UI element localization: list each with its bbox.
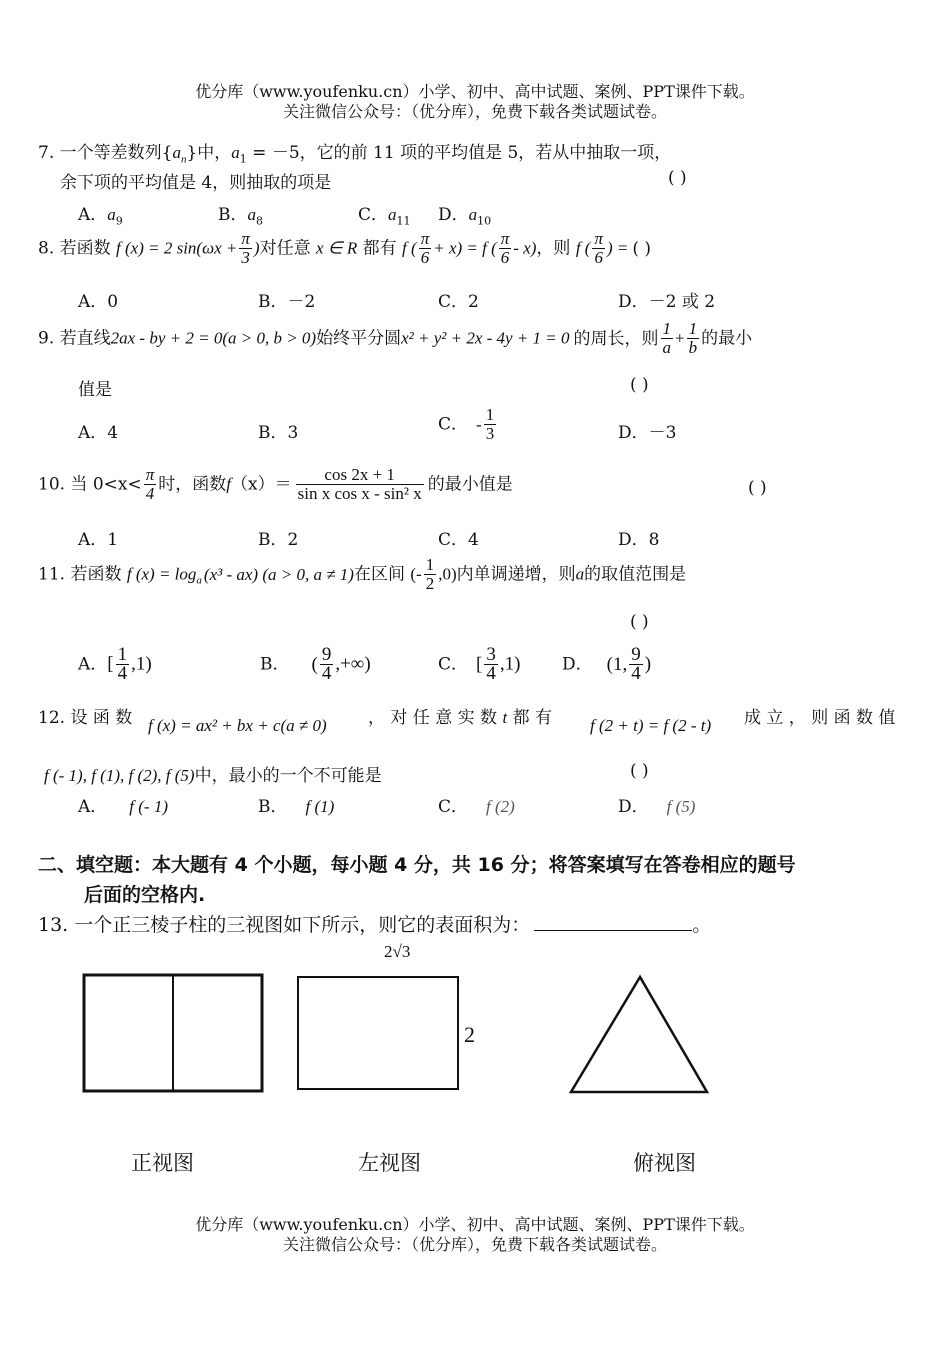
side-view bbox=[298, 977, 458, 1089]
q8-condition: 对任意 bbox=[259, 238, 311, 259]
q7-rest: = －5，它的前 11 项的平均值是 5，若从中抽取一项， bbox=[246, 143, 672, 163]
q9-frac-1-3: $\frac{1}{3}$ bbox=[485, 405, 495, 443]
question-11: 11. 若函数 f $(x) = \log_a (x^3 - ax) (a > 0$, a ≠ 1)在区间 (- $\frac{1}{2}$ ,0)内单调递增，则a的取值范围是 bbox=[38, 555, 687, 593]
caption-front-view: 正视图 bbox=[131, 1151, 194, 1175]
q11-option-b: B． ( $\frac{9}{4}$ ,+∞) bbox=[260, 644, 371, 684]
q7-var-a1: a bbox=[231, 143, 240, 162]
q12-tail: 成 立 ， 则 函 数 值 bbox=[744, 708, 896, 728]
q7-option-b: B．$a_8$ bbox=[218, 205, 263, 228]
header-line-2: 关注微信公众号：（优分库），免费下载各类试题试卷。 bbox=[282, 102, 667, 121]
q9-option-a: A．4 bbox=[78, 423, 119, 443]
q12-function: f (x) = ax² + bx + c(a ≠ 0) bbox=[148, 716, 327, 735]
q12-option-a: A． f (- 1) bbox=[78, 797, 168, 817]
q8-option-b: B．－2 bbox=[258, 292, 316, 312]
q8-frac-pi-3: $\frac{\pi}{3}$ bbox=[241, 229, 250, 267]
q7-option-c: C．$a_{11}$ bbox=[358, 205, 411, 228]
q9-option-d: D．－3 bbox=[618, 423, 677, 443]
caption-top-view: 俯视图 bbox=[633, 1151, 696, 1175]
header-line-1: 优分库（www.youfenku.cn）小学、初中、高中试题、案例、PPT课件下载。 bbox=[195, 82, 755, 101]
q9-circle-equation: x² + y² + 2x - 4y + 1 = 0 bbox=[401, 328, 570, 348]
q12-option-d: D． f (5) bbox=[618, 797, 696, 817]
question-7 bbox=[38, 138, 671, 165]
q7-option-d: D．$a_{10}$ bbox=[438, 205, 492, 228]
q9-option-c: C． - $\frac{1}{3}$ bbox=[438, 405, 495, 443]
top-view bbox=[571, 977, 707, 1092]
q9-frac-1-a: $\frac{1}{a}$ bbox=[662, 319, 672, 357]
q10-option-b: B．2 bbox=[258, 530, 299, 550]
q7-mid: }中， bbox=[186, 143, 232, 163]
q11-frac-1-2: $\frac{1}{2}$ bbox=[425, 555, 435, 593]
q9-line-equation: 2ax - by + 2 = 0(a > 0, b > 0) bbox=[110, 328, 317, 348]
question-9: 9. 若直线2ax - by + 2 = 0(a > 0, b > 0)始终平分圆x² + y² + 2x - 4y + 1 = 0 的周长，则 $\frac{1}{a}$ + $\frac{1}{b}$ 的最小 bbox=[38, 319, 753, 357]
q7-sub-1: 1 bbox=[239, 152, 247, 166]
q12-option-c: C． f (2) bbox=[438, 797, 515, 817]
footer-line-2: 关注微信公众号：（优分库），免费下载各类试题试卷。 bbox=[282, 1235, 667, 1254]
caption-side-view: 左视图 bbox=[358, 1151, 421, 1175]
q12-prefix: 12. 设 函 数 bbox=[38, 708, 133, 728]
q10-answer-paren: ( ) bbox=[748, 478, 767, 498]
q9-option-b: B．3 bbox=[258, 423, 299, 443]
q12-mid: ， 对 任 意 实 数 t 都 有 bbox=[368, 708, 552, 728]
q12-line2: f (- 1), f (1), f (2), f (5)中，最小的一个不可能是 bbox=[44, 766, 382, 786]
q10-main-fraction: $\frac{\cos 2x + 1}{\text{sin x cos x - sin² x}}$ bbox=[297, 465, 422, 503]
q10-frac-pi-4: $\frac{\pi}{4}$ bbox=[145, 465, 155, 503]
q9-line2: 值是 bbox=[78, 380, 112, 400]
q9-answer-paren: ( ) bbox=[630, 375, 649, 395]
question-13: 13. 一个正三棱子柱的三视图如下所示，则它的表面积为： 。 bbox=[38, 914, 712, 936]
dimension-side: 2 bbox=[464, 1022, 475, 1047]
q8-frac-pi-6-b: $\frac{\pi}{6}$ bbox=[500, 229, 510, 267]
q8-option-c: C．2 bbox=[438, 292, 479, 312]
front-view bbox=[84, 975, 262, 1091]
q11-option-d: D． (1, $\frac{9}{4}$ ) bbox=[562, 644, 652, 684]
q8-option-a: A．0 bbox=[78, 292, 119, 312]
dimension-top: 2√3 bbox=[384, 942, 411, 961]
three-views-figure bbox=[0, 960, 950, 1110]
q11-answer-paren: ( ) bbox=[630, 612, 649, 632]
q7-var-a: a bbox=[172, 143, 181, 162]
q8-answer-paren: ( ) bbox=[632, 238, 652, 259]
question-8: 8. 若函数 f (x) = 2 sin(ωx + $\frac{\pi}{3}$ )对任意 x ∈ R 都有 f ( $\frac{\pi}{6}$ + x) = f ( $\frac{\pi}{6}$ - x)，则 f ( $\frac{\pi}{6}$ ) = ( ) bbox=[38, 229, 652, 267]
q12-condition: f (2 + t) = f (2 - t) bbox=[590, 716, 712, 735]
question-10: 10. 当 0<x< $\frac{\pi}{4}$ 时，函数f（x）＝ $\frac{\cos 2x + 1}{\text{sin x cos x - sin² x}}$ 的最小值是 bbox=[38, 465, 513, 503]
q8-frac-pi-6-a: $\frac{\pi}{6}$ bbox=[420, 229, 430, 267]
q8-x-in-r: x ∈ R bbox=[315, 238, 358, 258]
q8-prefix: 8. 若函数 bbox=[38, 238, 111, 259]
q10-option-d: D．8 bbox=[618, 530, 660, 550]
q8-option-d: D．－2 或 2 bbox=[618, 292, 716, 312]
q8-function: f (x) = 2 sin(ωx + bbox=[116, 238, 238, 258]
q12-answer-paren: ( ) bbox=[630, 761, 649, 781]
q7-line2: 余下项的平均值是 4，则抽取的项是 bbox=[60, 173, 332, 193]
q11-option-c: C． [ $\frac{3}{4}$ ,1) bbox=[438, 644, 521, 684]
q7-sub-n: n bbox=[180, 153, 187, 166]
q13-answer-blank[interactable] bbox=[534, 914, 692, 931]
q10-option-c: C．4 bbox=[438, 530, 479, 550]
q7-prefix: 7. 一个等差数列{ bbox=[38, 143, 173, 163]
q9-frac-1-b: $\frac{1}{b}$ bbox=[688, 319, 698, 357]
q11-option-a: A．[ $\frac{1}{4}$ ,1) bbox=[78, 644, 152, 684]
q8-frac-pi-6-c: $\frac{\pi}{6}$ bbox=[594, 229, 603, 267]
q7-answer-paren: ( ) bbox=[668, 168, 687, 188]
section-2-heading-line2: 后面的空格内. bbox=[84, 884, 206, 906]
q12-option-b: B． f (1) bbox=[258, 797, 335, 817]
section-2-heading: 二、填空题：本大题有 4 个小题，每小题 4 分，共 16 分；将答案填写在答卷相应的题号 bbox=[38, 854, 796, 876]
footer-line-1: 优分库（www.youfenku.cn）小学、初中、高中试题、案例、PPT课件下载。 bbox=[195, 1215, 755, 1234]
q7-option-a: A．$a_9$ bbox=[78, 205, 123, 228]
q10-option-a: A．1 bbox=[78, 530, 119, 550]
